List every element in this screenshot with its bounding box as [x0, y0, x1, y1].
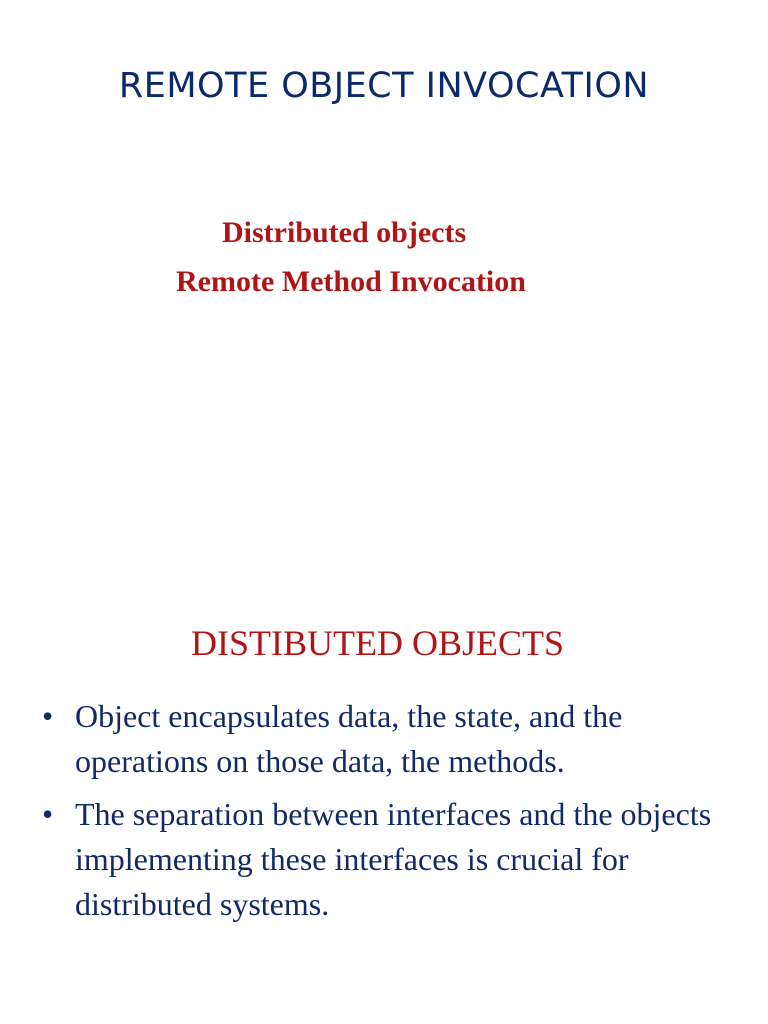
bullet-item	[42, 792, 742, 927]
slide-distributed-objects	[0, 560, 768, 1024]
bullet-item	[42, 694, 742, 784]
bullet-list	[42, 694, 742, 935]
slide-title: REMOTE OBJECT INVOCATION	[118, 66, 650, 106]
bullet-icon: •	[42, 698, 54, 734]
bullet-text: Object encapsulates data, the state, and the operations on those data, the methods.	[75, 698, 623, 779]
section-title: DISTIBUTED OBJECTS	[190, 623, 564, 663]
bullet-text: The separation between interfaces and the objects implementing these interfaces is crucial for distributed systems.	[75, 796, 712, 922]
subtitle-distributed-objects: Distributed objects	[222, 216, 467, 249]
bullet-icon: •	[42, 796, 54, 832]
subtitle-remote-method-invocation: Remote Method Invocation	[176, 265, 526, 298]
